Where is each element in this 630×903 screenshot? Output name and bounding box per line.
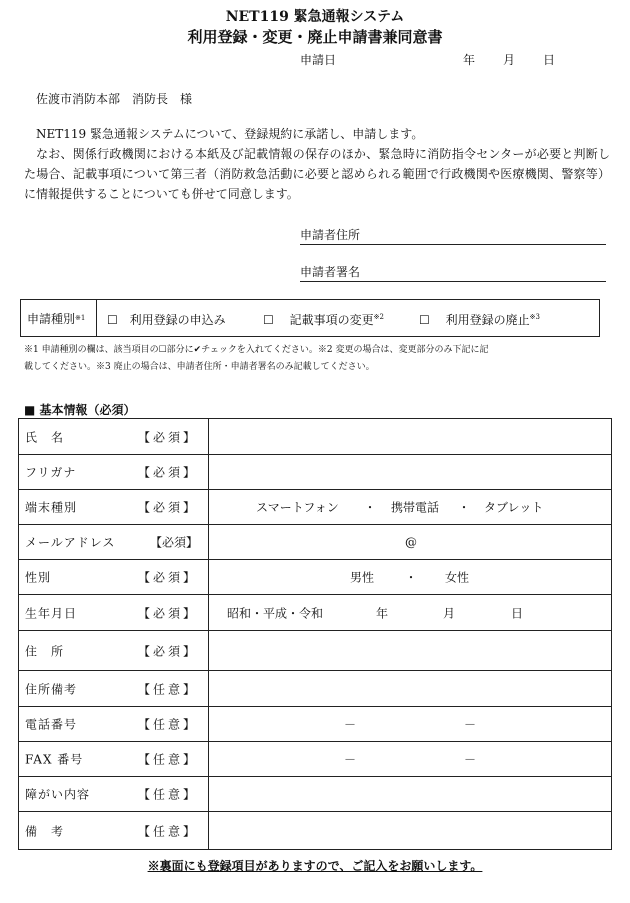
applicant-address-label: 申請者住所 xyxy=(300,228,361,242)
field-label: 電話番号 xyxy=(25,717,78,732)
date-year-label: 年 xyxy=(463,53,476,67)
field-label: 住所備考 xyxy=(25,682,78,696)
field-label: 備 考 xyxy=(25,824,65,838)
applicant-signature-label: 申請者署名 xyxy=(300,265,361,279)
field-label: 端末種別 xyxy=(25,500,78,515)
option-mobile-phone[interactable]: 携帯電話 xyxy=(391,500,440,515)
required-tag: 【任意】 xyxy=(137,752,198,767)
date-month-label: 月 xyxy=(503,53,516,67)
remarks-input[interactable] xyxy=(209,812,612,850)
table-row-fax xyxy=(19,742,612,777)
required-tag: 【必須】 xyxy=(137,430,198,444)
field-label: 氏 名 xyxy=(25,430,65,444)
note-mark-3: ※3 xyxy=(529,313,540,321)
option-male[interactable]: 男性 xyxy=(350,570,375,585)
notes-line-1: ※1 申請種別の欄は、該当項目の☐部分に✔チェックを入れてください。※2 変更の場合は、変更部分のみ下記に記 xyxy=(24,345,489,355)
option-female[interactable]: 女性 xyxy=(445,570,470,585)
device-type-options[interactable] xyxy=(209,490,612,525)
option-label: 利用登録の廃止 xyxy=(445,313,530,327)
form-title-line1: NET119 緊急通報システム xyxy=(225,9,405,25)
phone-dash: － xyxy=(344,717,357,732)
notes-line-2: 載してください。※3 廃止の場合は、申請者住所・申請者署名のみ記載してください。 xyxy=(24,362,375,372)
checkbox-icon[interactable]: ☐ xyxy=(263,313,274,327)
fax-input[interactable] xyxy=(209,742,612,777)
section-title-basic-info: ■ 基本情報（必須） xyxy=(24,403,136,417)
required-tag: 【必須】 xyxy=(137,644,198,658)
required-tag: 【必須】 xyxy=(149,535,198,550)
table-row-email xyxy=(19,525,612,560)
year-label: 年 xyxy=(376,606,389,620)
option-label: 利用登録の申込み xyxy=(129,313,226,327)
required-tag: 【任意】 xyxy=(137,824,198,838)
fax-dash: － xyxy=(344,752,357,767)
field-label: フリガナ xyxy=(25,465,77,480)
consent-paragraph-1: NET119 緊急通報システムについて、登録規約に承諾し、申請します。 xyxy=(36,127,424,141)
consent-paragraph-2: なお、関係行政機関における本紙及び記載情報の保存のほか、緊急時に消防指令センターが必要と判断した場合、記載事項について第三者（消防救急活動に必要と認められる範囲で行政機関や医療機関、警察等）に情報提供することについても併せて同意します。 xyxy=(24,147,610,201)
table-row-address-note xyxy=(19,671,612,707)
gender-options[interactable] xyxy=(209,560,612,595)
at-sign: @ xyxy=(405,535,417,549)
separator-dot: ・ xyxy=(405,570,418,585)
required-tag: 【任意】 xyxy=(137,717,198,732)
table-row-remarks xyxy=(19,812,612,850)
separator-dot: ・ xyxy=(458,500,471,515)
table-row-disability xyxy=(19,777,612,812)
application-type-box xyxy=(20,299,600,337)
application-type-label: 申請種別 ※1 xyxy=(21,300,97,336)
phone-input[interactable] xyxy=(209,707,612,742)
birth-date-input[interactable] xyxy=(209,595,612,631)
table-row-address xyxy=(19,631,612,671)
address-input[interactable] xyxy=(209,631,612,671)
month-label: 月 xyxy=(443,606,456,620)
required-tag: 【必須】 xyxy=(137,500,198,515)
option-cancel-registration[interactable] xyxy=(419,311,540,328)
table-row-birth-date xyxy=(19,595,612,631)
day-label: 日 xyxy=(511,606,524,620)
fax-dash: － xyxy=(464,752,477,767)
application-date-label: 申請日 xyxy=(300,53,337,67)
date-day-label: 日 xyxy=(543,53,556,67)
address-note-input[interactable] xyxy=(209,671,612,707)
required-tag: 【任意】 xyxy=(137,787,198,802)
field-label: 生年月日 xyxy=(25,606,78,620)
required-tag: 【必須】 xyxy=(137,606,198,620)
applicant-address-field[interactable] xyxy=(300,226,606,245)
table-row-furigana xyxy=(19,455,612,490)
phone-dash: － xyxy=(464,717,477,732)
option-tablet[interactable]: タブレット xyxy=(484,500,544,515)
field-label: メールアドレス xyxy=(25,535,116,550)
table-row-gender xyxy=(19,560,612,595)
name-input[interactable] xyxy=(209,419,612,455)
checkbox-icon[interactable]: ☐ xyxy=(107,313,118,327)
basic-info-table xyxy=(18,418,612,850)
required-tag: 【必須】 xyxy=(137,570,198,585)
checkbox-icon[interactable]: ☐ xyxy=(419,313,430,327)
option-new-registration[interactable] xyxy=(107,311,226,328)
required-tag: 【任意】 xyxy=(137,682,198,696)
addressee: 佐渡市消防本部 消防長 様 xyxy=(36,92,193,106)
table-row-phone xyxy=(19,707,612,742)
field-label: 障がい内容 xyxy=(25,787,91,802)
disability-input[interactable] xyxy=(209,777,612,812)
field-label: 性別 xyxy=(25,570,52,585)
furigana-input[interactable] xyxy=(209,455,612,490)
table-row-device-type xyxy=(19,490,612,525)
note-mark-2: ※2 xyxy=(373,313,384,321)
option-smartphone[interactable]: スマートフォン xyxy=(256,500,339,515)
form-title-line2: 利用登録・変更・廃止申請書兼同意書 xyxy=(187,28,443,46)
option-change-details[interactable] xyxy=(263,311,384,328)
field-label: FAX 番号 xyxy=(25,752,84,767)
reverse-side-notice: ※裏面にも登録項目がありますので、ご記入をお願いします。 xyxy=(147,859,483,873)
field-label: 住 所 xyxy=(25,644,65,658)
table-row-name xyxy=(19,419,612,455)
applicant-signature-field[interactable] xyxy=(300,263,606,282)
option-label: 記載事項の変更 xyxy=(289,313,374,327)
email-input[interactable] xyxy=(209,525,612,560)
required-tag: 【必須】 xyxy=(137,465,198,480)
separator-dot: ・ xyxy=(364,500,377,515)
era-options[interactable]: 昭和・平成・令和 xyxy=(227,606,324,620)
